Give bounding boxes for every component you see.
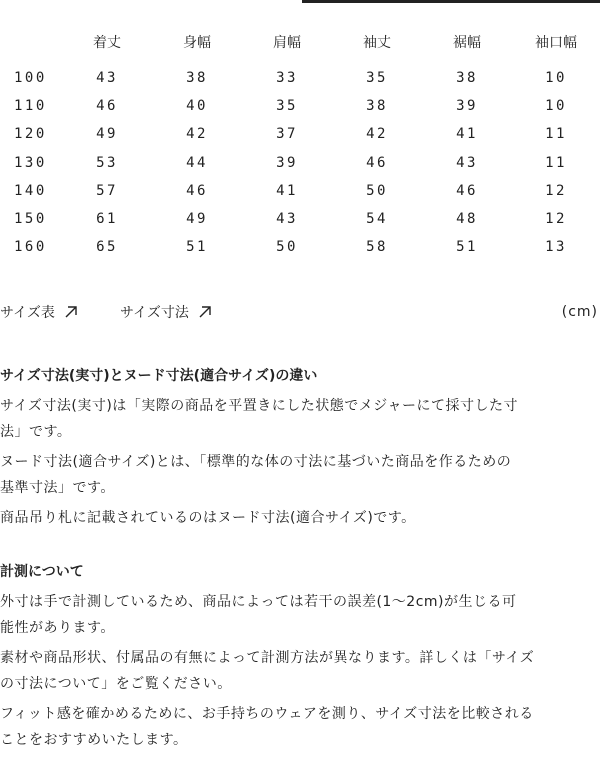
table-cell: 11 [545, 154, 567, 171]
paragraph-line: サイズ寸法(実寸)は「実際の商品を平置きにした状態でメジャーにて採寸した寸 [0, 398, 519, 414]
table-cell: 46 [456, 182, 478, 199]
table-cell: 50 [366, 182, 388, 199]
table-cell: 51 [456, 239, 478, 256]
table-header-cell: 裾幅 [453, 35, 481, 51]
table-cell: 49 [186, 211, 208, 228]
table-row [0, 149, 600, 177]
measurement-section [0, 562, 600, 753]
table-cell: 46 [96, 98, 118, 115]
table-header-cell: 肩幅 [273, 35, 301, 51]
table-cell: 49 [96, 126, 118, 143]
size-chart-link-label: サイズ表 [0, 305, 55, 321]
size-table [0, 24, 600, 261]
table-row [0, 120, 600, 148]
table-cell: 10 [545, 70, 567, 87]
paragraph-line: ヌード寸法(適合サイズ)とは、「標準的な体の寸法に基づいた商品を作るための [0, 454, 512, 470]
table-header-cell: 身幅 [183, 35, 211, 51]
paragraph-line: フィット感を確かめるために、お手持ちのウェアを測り、サイズ寸法を比較される [0, 706, 534, 722]
table-cell: 44 [186, 154, 208, 171]
table-cell: 41 [276, 182, 298, 199]
size-cell: 120 [14, 126, 47, 143]
table-cell: 13 [545, 239, 567, 256]
table-row [0, 92, 600, 120]
table-cell: 46 [366, 154, 388, 171]
table-cell: 41 [456, 126, 478, 143]
table-cell: 39 [456, 98, 478, 115]
size-cell: 100 [14, 70, 47, 87]
table-cell: 11 [545, 126, 567, 143]
table-cell: 50 [276, 239, 298, 256]
table-header-row [0, 24, 600, 60]
table-cell: 35 [276, 98, 298, 115]
table-cell: 53 [96, 154, 118, 171]
table-cell: 12 [545, 211, 567, 228]
size-cell: 130 [14, 154, 47, 171]
table-header-cell [0, 24, 62, 60]
paragraph-line: の寸法について」をご覧ください。 [0, 676, 232, 692]
table-cell: 54 [366, 211, 388, 228]
table-cell: 12 [545, 182, 567, 199]
paragraph-line: 素材や商品形状、付属品の有無によって計測方法が異なります。詳しくは「サイズ [0, 650, 535, 666]
paragraph-line: 商品吊り札に記載されているのはヌード寸法(適合サイズ)です。 [0, 510, 416, 526]
size-cell: 150 [14, 211, 47, 228]
table-cell: 48 [456, 211, 478, 228]
unit-label: (cm) [561, 304, 598, 320]
table-cell: 43 [96, 70, 118, 87]
table-cell: 35 [366, 70, 388, 87]
size-cell: 160 [14, 239, 47, 256]
section-title: 計測について [0, 564, 84, 580]
size-cell: 140 [14, 182, 47, 199]
table-cell: 40 [186, 98, 208, 115]
table-cell: 37 [276, 126, 298, 143]
table-cell: 10 [545, 98, 567, 115]
size-difference-section [0, 366, 600, 531]
table-header-cell: 袖丈 [363, 35, 391, 51]
table-cell: 43 [456, 154, 478, 171]
size-chart-link[interactable] [0, 302, 79, 322]
paragraph-line: 外寸は手で計測しているため、商品によっては若干の誤差(1〜2cm)が生じる可 [0, 594, 517, 610]
section-title: サイズ寸法(実寸)とヌード寸法(適合サイズ)の違い [0, 368, 318, 384]
size-cell: 110 [14, 98, 47, 115]
tab-underline [302, 0, 600, 3]
table-cell: 58 [366, 239, 388, 256]
paragraph-line: 法」です。 [0, 424, 72, 440]
table-cell: 61 [96, 211, 118, 228]
table-row [0, 177, 600, 205]
table-cell: 42 [366, 126, 388, 143]
table-row [0, 60, 600, 92]
size-measure-link[interactable] [120, 302, 213, 322]
table-cell: 39 [276, 154, 298, 171]
paragraph-line: ことをおすすめいたします。 [0, 732, 188, 748]
table-cell: 38 [186, 70, 208, 87]
table-cell: 38 [366, 98, 388, 115]
table-cell: 65 [96, 239, 118, 256]
table-header-cell: 着丈 [93, 35, 121, 51]
arrow-up-right-icon [63, 304, 79, 320]
table-cell: 43 [276, 211, 298, 228]
table-header-cell: 袖口幅 [535, 35, 577, 51]
table-row [0, 233, 600, 261]
table-cell: 46 [186, 182, 208, 199]
table-cell: 33 [276, 70, 298, 87]
table-cell: 38 [456, 70, 478, 87]
table-cell: 57 [96, 182, 118, 199]
size-measure-link-label: サイズ寸法 [120, 305, 189, 321]
table-row [0, 205, 600, 233]
link-row [0, 302, 600, 326]
arrow-up-right-icon [197, 304, 213, 320]
table-cell: 51 [186, 239, 208, 256]
paragraph-line: 基準寸法」です。 [0, 480, 115, 496]
table-cell: 42 [186, 126, 208, 143]
paragraph-line: 能性があります。 [0, 620, 115, 636]
